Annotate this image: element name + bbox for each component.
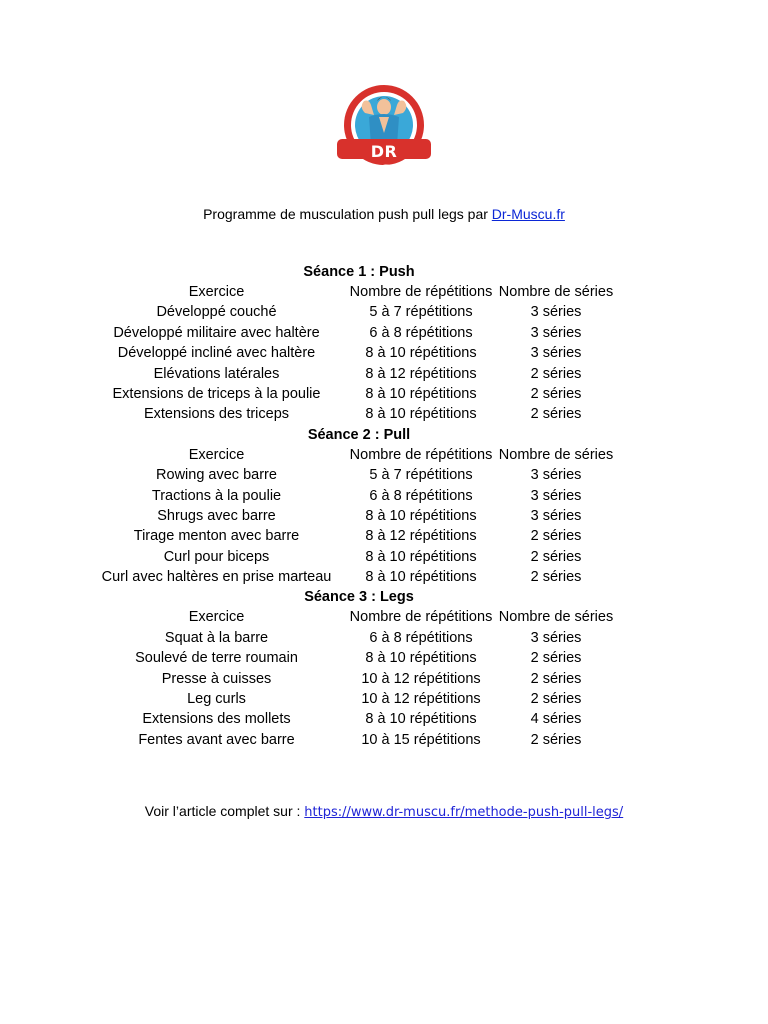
table-row xyxy=(0,323,768,343)
cell-exercise: Développé incliné avec haltère xyxy=(117,345,316,362)
intro-link[interactable]: Dr-Muscu.fr xyxy=(491,206,565,222)
session-legs xyxy=(0,587,768,750)
cell-exercise: Extensions des triceps xyxy=(143,406,290,423)
cell-sets: 3 séries xyxy=(530,629,582,646)
header-reps: Nombre de répétitions xyxy=(349,446,493,463)
table-row xyxy=(0,689,768,709)
dr-muscu-logo xyxy=(329,83,439,180)
cell-sets: 3 séries xyxy=(530,345,582,362)
cell-sets: 2 séries xyxy=(530,406,582,423)
table-row xyxy=(0,628,768,648)
cell-reps: 8 à 10 répétitions xyxy=(365,569,477,586)
table-row xyxy=(0,730,768,750)
header-exercise: Exercice xyxy=(188,609,245,626)
cell-sets: 2 séries xyxy=(530,731,582,748)
header-reps: Nombre de répétitions xyxy=(349,609,493,626)
cell-sets: 3 séries xyxy=(530,507,582,524)
table-row xyxy=(0,302,768,322)
cell-reps: 6 à 8 répétitions xyxy=(369,324,473,341)
logo-brand-text: DR MUSCU xyxy=(350,142,418,180)
cell-sets: 2 séries xyxy=(530,691,582,708)
table-row xyxy=(0,486,768,506)
table-row xyxy=(0,364,768,384)
sessions-container xyxy=(0,262,768,750)
cell-sets: 2 séries xyxy=(530,569,582,586)
cell-exercise: Elévations latérales xyxy=(153,365,280,382)
header-sets: Nombre de séries xyxy=(498,284,614,300)
article-link[interactable]: https://www.dr-muscu.fr/methode-push-pull-legs/ xyxy=(304,805,624,820)
cell-exercise: Tractions à la poulie xyxy=(151,487,282,504)
table-row xyxy=(0,669,768,689)
cell-sets: 3 séries xyxy=(530,487,582,504)
intro-line xyxy=(0,206,768,222)
cell-exercise: Extensions de triceps à la poulie xyxy=(112,385,321,402)
cell-sets: 2 séries xyxy=(530,650,582,667)
table-header-row xyxy=(0,282,768,302)
cell-exercise: Rowing avec barre xyxy=(156,467,277,484)
table-header-row xyxy=(0,607,768,627)
table-row xyxy=(0,709,768,729)
cell-exercise: Squat à la barre xyxy=(164,629,269,646)
cell-reps: 8 à 10 répétitions xyxy=(365,650,477,667)
session-title: Séance 2 : Pull xyxy=(307,426,411,443)
header-sets: Nombre de séries xyxy=(498,609,614,626)
cell-sets: 2 séries xyxy=(530,385,582,402)
cell-reps: 8 à 10 répétitions xyxy=(365,406,477,423)
cell-reps: 10 à 12 répétitions xyxy=(361,691,481,708)
session-title: Séance 3 : Legs xyxy=(304,589,414,606)
cell-sets: 2 séries xyxy=(530,528,582,545)
cell-exercise: Tirage menton avec barre xyxy=(133,528,300,545)
cell-reps: 6 à 8 répétitions xyxy=(369,487,473,504)
cell-exercise: Leg curls xyxy=(187,691,246,708)
cell-reps: 8 à 10 répétitions xyxy=(365,711,477,728)
cell-exercise: Soulevé de terre roumain xyxy=(135,650,298,667)
table-row xyxy=(0,384,768,404)
cell-exercise: Extensions des mollets xyxy=(142,711,291,728)
cell-exercise: Curl avec haltères en prise marteau xyxy=(101,569,332,586)
cell-sets: 2 séries xyxy=(530,548,582,565)
table-row xyxy=(0,567,768,587)
cell-sets: 3 séries xyxy=(530,324,582,341)
cell-sets: 2 séries xyxy=(530,365,582,382)
table-row xyxy=(0,465,768,485)
session-push xyxy=(0,262,768,425)
cell-exercise: Développé couché xyxy=(156,304,277,321)
footer-text: Voir l’article complet sur : xyxy=(144,803,305,819)
session-title: Séance 1 : Push xyxy=(303,264,415,280)
cell-sets: 4 séries xyxy=(530,711,582,728)
header-exercise: Exercice xyxy=(188,446,245,463)
cell-reps: 8 à 10 répétitions xyxy=(365,385,477,402)
cell-reps: 8 à 10 répétitions xyxy=(365,507,477,524)
session-pull xyxy=(0,425,768,588)
cell-exercise: Développé militaire avec haltère xyxy=(113,324,320,341)
cell-reps: 8 à 12 répétitions xyxy=(365,365,477,382)
cell-exercise: Shrugs avec barre xyxy=(157,507,276,524)
cell-exercise: Presse à cuisses xyxy=(161,670,272,687)
cell-reps: 5 à 7 répétitions xyxy=(369,467,473,484)
table-row xyxy=(0,404,768,424)
cell-exercise: Curl pour biceps xyxy=(163,548,270,565)
cell-reps: 8 à 10 répétitions xyxy=(365,548,477,565)
header-reps: Nombre de répétitions xyxy=(349,284,493,300)
cell-reps: 6 à 8 répétitions xyxy=(369,629,473,646)
header-sets: Nombre de séries xyxy=(498,446,614,463)
cell-reps: 10 à 12 répétitions xyxy=(361,670,481,687)
cell-sets: 2 séries xyxy=(530,670,582,687)
cell-reps: 8 à 10 répétitions xyxy=(365,345,477,362)
footer-line xyxy=(0,803,768,820)
cell-reps: 10 à 15 répétitions xyxy=(361,731,481,748)
table-header-row xyxy=(0,445,768,465)
table-row xyxy=(0,506,768,526)
table-row xyxy=(0,648,768,668)
cell-reps: 8 à 12 répétitions xyxy=(365,528,477,545)
cell-reps: 5 à 7 répétitions xyxy=(369,304,473,321)
intro-text: Programme de musculation push pull legs par xyxy=(203,206,492,222)
cell-sets: 3 séries xyxy=(530,304,582,321)
table-row xyxy=(0,526,768,546)
cell-sets: 3 séries xyxy=(530,467,582,484)
cell-exercise: Fentes avant avec barre xyxy=(138,731,295,748)
table-row xyxy=(0,547,768,567)
header-exercise: Exercice xyxy=(188,284,245,300)
table-row xyxy=(0,343,768,363)
